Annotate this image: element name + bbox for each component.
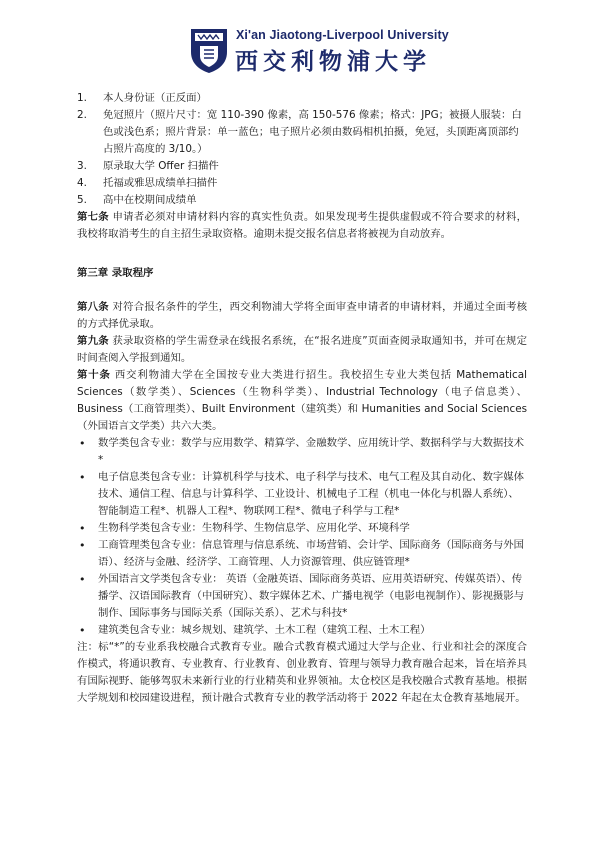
list-item: 5. 高中在校期间成绩单 — [77, 194, 197, 206]
bullet-icon: • — [79, 471, 86, 484]
bullet-icon: • — [79, 522, 86, 535]
major-categories-list — [77, 435, 527, 639]
list-item: 2. 免冠照片（照片尺寸：宽 110-390 像素，高 150-576 像素；格式：JPG；被摄人服装：白色或浅色系；照片背景：单一蓝色；电子照片必须由数码相机拍摄，免冠，头顶距离顶部约占照片高度的 3/10。） — [77, 109, 522, 155]
university-name-en: Xi'an Jiaotong-Liverpool University — [236, 28, 449, 42]
list-item: • 数学类包含专业：数学与应用数学、精算学、金融数学、应用统计学、数据科学与大数据技术* — [79, 437, 525, 466]
university-name-cn: 西交利物浦大学 — [235, 48, 431, 75]
article-10: 第十条 西交利物浦大学在全国按专业大类进行招生。我校招生专业大类包括 Mathematical Sciences（数学类）、Sciences（生物科学类）、Industrial Technology（电子信息类）、Business（工商管理类）、Built Environment（建筑类）和 Humanities and Social Sciences（外国语言文学类）共六大类。 — [77, 369, 527, 432]
bullet-icon: • — [79, 437, 86, 450]
list-item: • 生物科学类包含专业：生物科学、生物信息学、应用化学、环境科学 — [79, 522, 410, 535]
list-item: 4. 托福或雅思成绩单扫描件 — [77, 177, 218, 189]
university-crest-icon — [188, 26, 230, 74]
note-paragraph: 注：标“*”的专业系我校融合式教育专业。融合式教育模式通过大学与企业、行业和社会的深度合作模式，将通识教育、专业教育、行业教育、创业教育、管理与领导力教育融合起来，旨在培养具有国际视野、能够驾驭未来新行业的行业精英和业界领袖。太仓校区是我校融合式教育基地。根据大学规划和校园建设进程，预计融合式教育专业的教学活动将于 2022 年起在太仓教育基地展开。 — [77, 641, 527, 704]
article-7: 第七条 申请者必须对申请材料内容的真实性负责。如果发现考生提供虚假或不符合要求的材料，我校将取消考生的自主招生录取资格。逾期未提交报名信息者将被视为自动放弃。 — [77, 211, 527, 240]
bullet-icon: • — [79, 573, 86, 586]
list-item: 3. 原录取大学 Offer 扫描件 — [77, 160, 219, 172]
bullet-icon: • — [79, 624, 86, 637]
university-header — [188, 26, 528, 78]
list-item: 1. 本人身份证（正反面） — [77, 92, 207, 104]
chapter-heading: 第三章 录取程序 — [77, 267, 154, 279]
list-item: • 外国语言文学类包含专业： 英语（金融英语、国际商务英语、应用英语研究、传媒英语）、传播学、汉语国际教育（中国研究）、数字媒体艺术、广播电视学（电影电视制作）、影视摄影与制作、国际事务与国际关系（国际关系）、艺术与科技* — [79, 573, 525, 619]
list-item: • 建筑类包含专业：城乡规划、建筑学、土木工程（建筑工程、土木工程） — [79, 624, 431, 637]
list-item: • 电子信息类包含专业：计算机科学与技术、电子科学与技术、电气工程及其自动化、数字媒体技术、通信工程、信息与计算科学、工业设计、机械电子工程（机电一体化与机器人系统）、智能制造工程*、机器人工程*、物联网工程*、微电子科学与工程* — [79, 471, 525, 517]
required-materials-list — [77, 90, 527, 209]
document-body — [77, 90, 527, 707]
list-item: • 工商管理类包含专业：信息管理与信息系统、市场营销、会计学、国际商务（国际商务与外国语）、经济与金融、经济学、工商管理、人力资源管理、供应链管理* — [79, 539, 525, 568]
article-9: 第九条 获录取资格的学生需登录在线报名系统，在“报名进度”页面查阅录取通知书，并可在规定时间查阅入学报到通知。 — [77, 335, 527, 364]
bullet-icon: • — [79, 539, 86, 552]
article-8: 第八条 对符合报名条件的学生，西交利物浦大学将全面审查申请者的申请材料，并通过全面考核的方式择优录取。 — [77, 301, 527, 330]
